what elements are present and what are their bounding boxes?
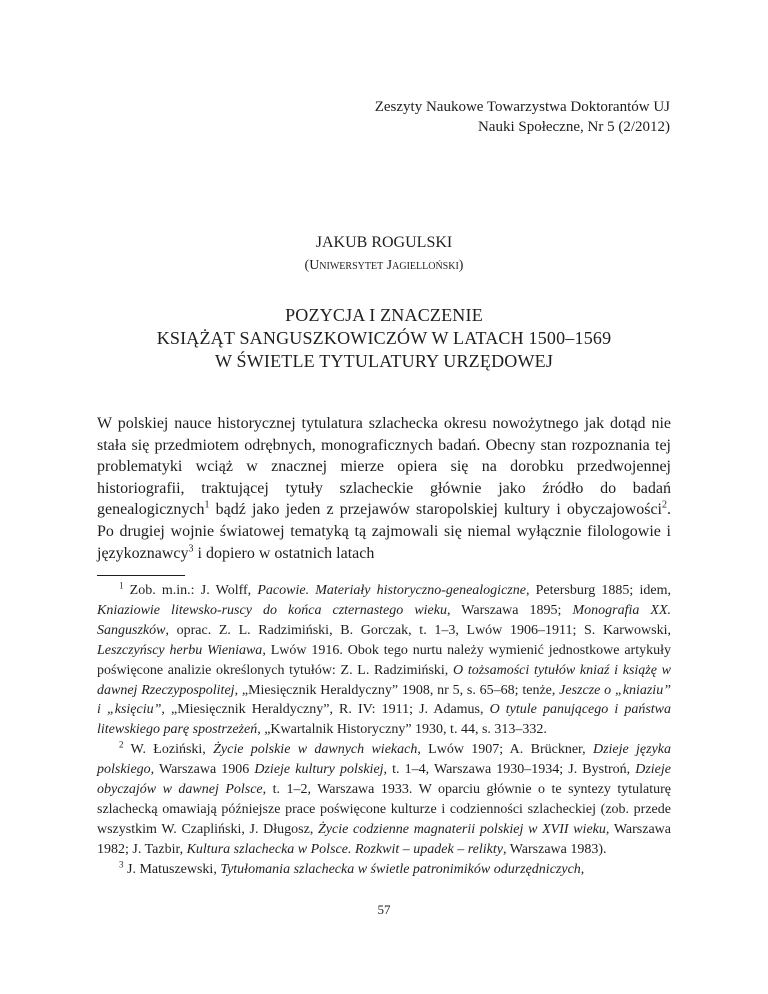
footnote-title: Jeszcze o „kniaziu” i „księciu” <box>97 682 671 718</box>
footnote-text: , t. 1–4, Warszawa 1930–1934; J. Bystroń, <box>383 762 636 778</box>
footnote-text: , Warszawa 1983). <box>502 841 607 857</box>
body-text-segment: bądź jako jeden z przejawów staropolskiej kultury i obyczajowości <box>209 501 662 519</box>
footnote-text: Zob. m.in.: J. Wolff, <box>123 583 258 598</box>
footnote-title: Pacowie. Materiały historyczno-genealogiczne <box>257 583 526 598</box>
title-line-3: W ŚWIETLE TYTULATURY URZĘDOWEJ <box>214 351 554 371</box>
footnote-text: , t. 1–2, Warszawa 1933. W oparciu głównie o te syntezy tytulaturę szlachecką omawiają późniejsze prace poświęcone kulturze i codzienności szlacheckiej (zob. przede wszystkim W. Czapliński, J. Długosz, <box>97 782 671 837</box>
footnote-1 <box>97 581 671 740</box>
footnote-title: O tożsamości tytułów kniaź i książę w dawnej Rzeczypospolitej <box>97 662 671 698</box>
body-paragraph <box>97 413 671 564</box>
footnote-title: Dzieje kultury polskiej <box>254 762 384 778</box>
footnote-text: W. Łoziński, <box>123 742 214 758</box>
body-text-segment: i dopiero w ostatnich latach <box>193 544 375 562</box>
footnote-text: J. Matuszewski, <box>123 861 221 877</box>
footnote-text: , <box>580 861 585 877</box>
footnote-2 <box>97 740 671 859</box>
footnote-text: , Lwów 1907; A. Brückner, <box>417 742 593 758</box>
footnote-ref-3: 3 <box>188 543 194 555</box>
footnote-text: , Warszawa 1982; J. Tazbir, <box>97 821 671 857</box>
footnote-text: , Warszawa 1895; <box>446 602 573 618</box>
body-text <box>97 413 671 564</box>
footnote-ref-1: 1 <box>204 500 210 512</box>
author-name: JAKUB ROGULSKI <box>315 234 453 251</box>
footnote-title: Kultura szlachecka w Polsce. Rozkwit – upadek – relikty <box>186 841 503 857</box>
footnote-text: , „Kwartalnik Historyczny” 1930, t. 44, s. 313–332. <box>257 722 547 738</box>
footnote-text: , „Miesięcznik Heraldyczny”, R. IV: 1911; J. Adamus, <box>161 702 490 718</box>
footnote-number: 1 <box>119 580 124 591</box>
page-number: 57 <box>377 902 391 917</box>
footnote-number: 2 <box>119 739 124 750</box>
footnote-title: Dzieje obyczajów w dawnej Polsce <box>97 762 671 798</box>
footnote-title: Dzieje języka polskiego <box>97 742 672 778</box>
body-text-segment: W polskiej nauce historycznej tytulatura szlachecka okresu nowożytnego jak dotąd nie stała się przedmiotem odrębnych, monograficznych badań. Obecny stan rozpoznania tej problematyki wciąż w znacznej mierze opiera się na dorobku przedwojennej historiografii, traktującej tytuły szlacheckie głównie jako źródło do badań genealogicznych <box>97 415 671 519</box>
article-title <box>80 304 688 373</box>
footnote-number: 3 <box>119 859 124 870</box>
footnote-ref-2: 2 <box>662 500 667 512</box>
journal-name: Zeszyty Naukowe Towarzystwa Doktorantów UJ <box>374 99 670 115</box>
journal-issue: Nauki Społeczne, Nr 5 (2/2012) <box>477 119 670 135</box>
footnote-separator <box>97 575 185 576</box>
author-affiliation: (Uniwersytet Jagielloński) <box>304 258 464 273</box>
footnote-title: Leszczyńscy herbu Wieniawa <box>97 642 263 658</box>
body-text-segment: . Po drugiej wojnie światowej tematyką tą zajmowali się niemal wyłącznie filologowie i językoznawcy <box>97 501 671 562</box>
footnote-title: Życie polskie w dawnych wiekach <box>213 742 418 758</box>
footnote-3 <box>97 860 671 880</box>
footnote-text: , „Miesięcznik Heraldyczny” 1908, nr 5, s. 65–68; tenże, <box>234 682 560 698</box>
footnote-title: Kniaziowie litewsko-ruscy do końca czternastego wieku <box>97 602 447 618</box>
footnote-title: Monografia XX. Sanguszków <box>97 602 671 638</box>
footnote-text: , Petersburg 1885; idem, <box>525 583 671 598</box>
journal-header <box>375 97 670 137</box>
footnote-text: , oprac. Z. L. Radzimiński, B. Gorczak, t. 1–3, Lwów 1906–1911; S. Karwowski, <box>165 622 671 638</box>
footnotes <box>97 581 671 880</box>
footnote-title: Życie codzienne magnaterii polskiej w XVII wieku <box>318 821 606 837</box>
footnote-title: Tytułomania szlachecka w świetle patronimików odurzędniczych <box>220 861 581 877</box>
title-line-2: KSIĄŻĄT SANGUSZKOWICZÓW W LATACH 1500–1569 <box>156 328 612 348</box>
footnote-title: O tytule panującego i państwa litewskiego parę spostrzeżeń <box>97 702 671 738</box>
title-line-1: POZYCJA I ZNACZENIE <box>285 305 483 325</box>
footnote-text: , Lwów 1916. Obok tego nurtu należy wymienić jednostkowe artykuły poświęcone analizie określonych tytułów: Z. L. Radzimiński, <box>97 642 671 678</box>
footnote-text: , Warszawa 1906 <box>150 762 255 778</box>
